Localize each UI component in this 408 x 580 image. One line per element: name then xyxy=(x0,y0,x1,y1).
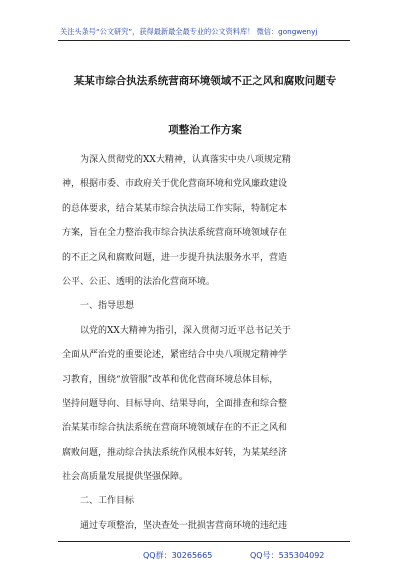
intro-line: 的不正之风和腐败问题，进一步提升执法服务水平，营造 xyxy=(62,252,288,263)
section1-line: 以党的XX大精神为指引，深入贯彻习近平总书记关于 xyxy=(80,325,291,336)
section-heading-guiding-ideology: 一、指导思想 xyxy=(80,301,135,312)
footer-qq-group: QQ群：30265665 xyxy=(143,551,213,560)
section1-line: 全面从严治党的重要论述，紧密结合中央八项规定精神学 xyxy=(62,350,288,361)
footer-qq-number: QQ号：535304092 xyxy=(250,551,325,560)
intro-line: 为深入贯彻党的XX大精神，认真落实中央八项规定精 xyxy=(80,155,291,165)
section1-line: 社会高质量发展提供坚强保障。 xyxy=(62,472,189,483)
intro-line: 神，根据市委、市政府关于优化营商环境和党风廉政建设 xyxy=(62,179,288,190)
body-text xyxy=(62,148,350,538)
footer xyxy=(0,548,408,568)
intro-line: 公平、公正、透明的法治化营商环境。 xyxy=(62,276,216,287)
section1-line: 腐败问题，推动综合执法系统作风根本好转，为某某经济 xyxy=(62,447,288,458)
promo-header: 关注头条号“公文研究”，获得最新最全最专业的公文资料库！ 微信：gongwenyj xyxy=(60,27,318,36)
section-heading-work-goals: 二、工作目标 xyxy=(80,496,135,507)
footer-divider xyxy=(58,541,350,542)
document-title-line-2: 项整治工作方案 xyxy=(168,124,242,136)
header-divider xyxy=(58,40,350,41)
section1-line: 坚持问题导向、目标导向、结果导向，全面排查和综合整 xyxy=(62,398,288,409)
intro-line: 的总体要求，结合某某市综合执法局工作实际，特制定本 xyxy=(62,203,288,214)
section2-line: 通过专项整治，坚决查处一批损害营商环境的违纪违 xyxy=(80,520,288,531)
section1-line: 治某某市综合执法系统在营商环境领域存在的不正之风和 xyxy=(62,423,288,434)
section1-line: 习教育，围绕“放管服”改革和优化营商环境总体目标， xyxy=(62,374,279,385)
document-title-line-1: 某某市综合执法系统营商环境领域不正之风和腐败问题专 xyxy=(73,75,337,87)
intro-line: 方案，旨在全力整治我市综合执法系统营商环境领域存在 xyxy=(62,228,288,239)
